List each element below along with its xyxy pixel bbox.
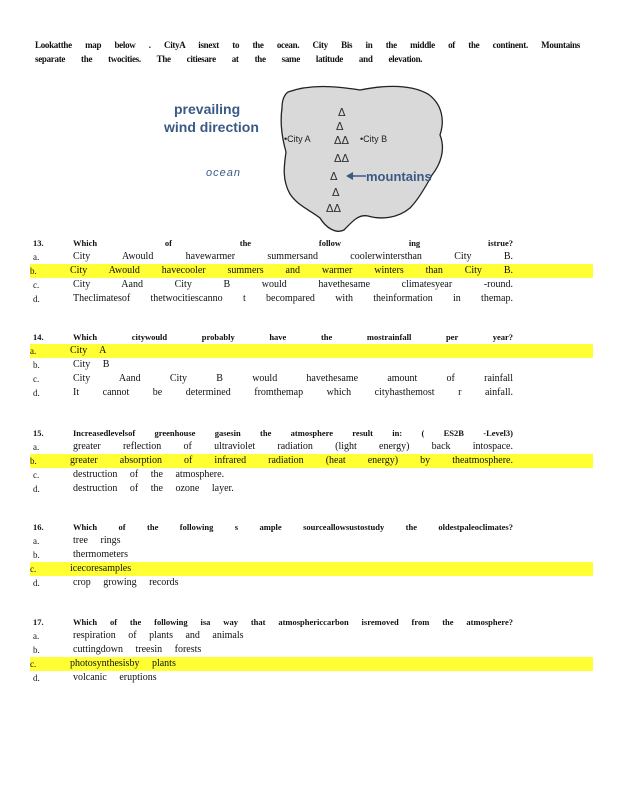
mountain-icon: Δ (336, 120, 344, 133)
continent-map (160, 80, 460, 240)
option-letter: c. (30, 564, 37, 574)
mountain-icon: Δ (330, 170, 338, 183)
mountains-label: mountains (366, 169, 432, 184)
intro-line-1: Lookatthe map below . CityA isnext to the ocean. City Bis in the middle of the continent. Mountains (35, 40, 580, 50)
question-13 (30, 236, 593, 306)
answer-option (33, 548, 593, 562)
mountain-icon: Δ (338, 106, 346, 119)
option-text: City Awould havecooler summers and warmer winters than City B. (70, 265, 513, 276)
wind-label-line-1: prevailing (174, 101, 241, 117)
option-letter: d. (33, 673, 40, 683)
option-text: City Awould havewarmer summersand coolerwintersthan City B. (73, 251, 513, 262)
answer-option-highlighted (30, 344, 593, 358)
question-stem: Which of the following isa way that atmosphericcarbon isremoved from the atmosphere? (73, 617, 513, 627)
option-text: It cannot be determined fromthemap which cityhasthemost r ainfall. (73, 387, 513, 398)
option-text: crop growing records (73, 577, 179, 588)
option-text: destruction of the atmosphere. (73, 469, 225, 480)
option-text: Theclimatesof thetwocitiescanno t becompared with theinformation in themap. (73, 293, 513, 304)
option-letter: d. (33, 294, 40, 304)
option-text: respiration of plants and animals (73, 630, 244, 641)
question-stem: Which of the following s ample sourceallowsustostudy the oldestpaleoclimates? (73, 522, 513, 532)
option-letter: c. (30, 659, 37, 669)
option-letter: c. (33, 280, 40, 290)
answer-option (33, 440, 593, 454)
question-number: 15. (33, 428, 44, 438)
answer-option (33, 372, 593, 386)
option-letter: b. (30, 266, 37, 276)
answer-option (33, 643, 593, 657)
question-stem-row (33, 426, 593, 440)
option-letter: c. (33, 374, 40, 384)
option-text: cuttingdown treesin forests (73, 644, 202, 655)
option-letter: a. (33, 631, 40, 641)
option-text: greater reflection of ultraviolet radiation (light energy) back intospace. (73, 441, 513, 452)
mountain-icon: Δ (332, 186, 340, 199)
answer-option (33, 292, 593, 306)
option-letter: d. (33, 484, 40, 494)
mountain-icon: ΔΔ (334, 134, 350, 147)
option-letter: a. (33, 252, 40, 262)
option-text: City Aand City B would havethesame climatesyear -round. (73, 279, 513, 290)
question-number: 16. (33, 522, 44, 532)
question-stem-row (33, 236, 593, 250)
mountain-icon: ΔΔ (326, 202, 342, 215)
intro-line-2: separate the twocities. The citiesare at the same latitude and elevation. (35, 54, 423, 64)
answer-option (33, 386, 593, 400)
option-text: photosynthesisby plants (70, 658, 176, 669)
answer-option (33, 482, 593, 496)
option-text: City A (70, 345, 107, 356)
option-letter: b. (33, 550, 40, 560)
question-stem: Which of the follow ing istrue? (73, 238, 513, 248)
question-stem-row (33, 615, 593, 629)
answer-option-highlighted (30, 264, 593, 278)
wind-label-line-2: wind direction (164, 119, 259, 135)
option-letter: d. (33, 388, 40, 398)
continent-shape (281, 86, 442, 231)
option-text: volcanic eruptions (73, 672, 157, 683)
option-letter: b. (30, 456, 37, 466)
answer-option-highlighted (30, 454, 593, 468)
option-text: City B (73, 359, 110, 370)
ocean-label: ocean (206, 167, 241, 179)
answer-option-highlighted (30, 562, 593, 576)
question-17 (30, 615, 593, 685)
option-letter: b. (33, 360, 40, 370)
option-letter: b. (33, 645, 40, 655)
option-letter: c. (33, 470, 40, 480)
question-stem: Which citywould probably have the mostrainfall per year? (73, 332, 513, 342)
question-stem-row (33, 330, 593, 344)
city-a-label: •City A (284, 134, 311, 144)
option-letter: d. (33, 578, 40, 588)
question-15 (30, 426, 593, 496)
option-text: City Aand City B would havethesame amount of rainfall (73, 373, 513, 384)
mountain-icon: ΔΔ (334, 152, 350, 165)
answer-option (33, 278, 593, 292)
answer-option (33, 671, 593, 685)
answer-option (33, 576, 593, 590)
answer-option (33, 468, 593, 482)
option-letter: a. (33, 536, 40, 546)
option-text: destruction of the ozone layer. (73, 483, 234, 494)
question-stem: Increasedlevelsof greenhouse gasesin the atmosphere result in: ( ES2B -Level3) (73, 428, 513, 438)
answer-option (33, 358, 593, 372)
question-number: 17. (33, 617, 44, 627)
city-b-label: •City B (360, 134, 388, 144)
question-16 (30, 520, 593, 590)
option-text: greater absorption of infrared radiation (heat energy) by theatmosphere. (70, 455, 513, 466)
option-text: icecoresamples (70, 563, 132, 574)
answer-option-highlighted (30, 657, 593, 671)
question-number: 14. (33, 332, 44, 342)
answer-option (33, 250, 593, 264)
answer-option (33, 534, 593, 548)
option-letter: a. (33, 442, 40, 452)
question-stem-row (33, 520, 593, 534)
option-letter: a. (30, 346, 37, 356)
answer-option (33, 629, 593, 643)
option-text: tree rings (73, 535, 121, 546)
question-14 (30, 330, 593, 400)
question-number: 13. (33, 238, 44, 248)
option-text: thermometers (73, 549, 128, 560)
